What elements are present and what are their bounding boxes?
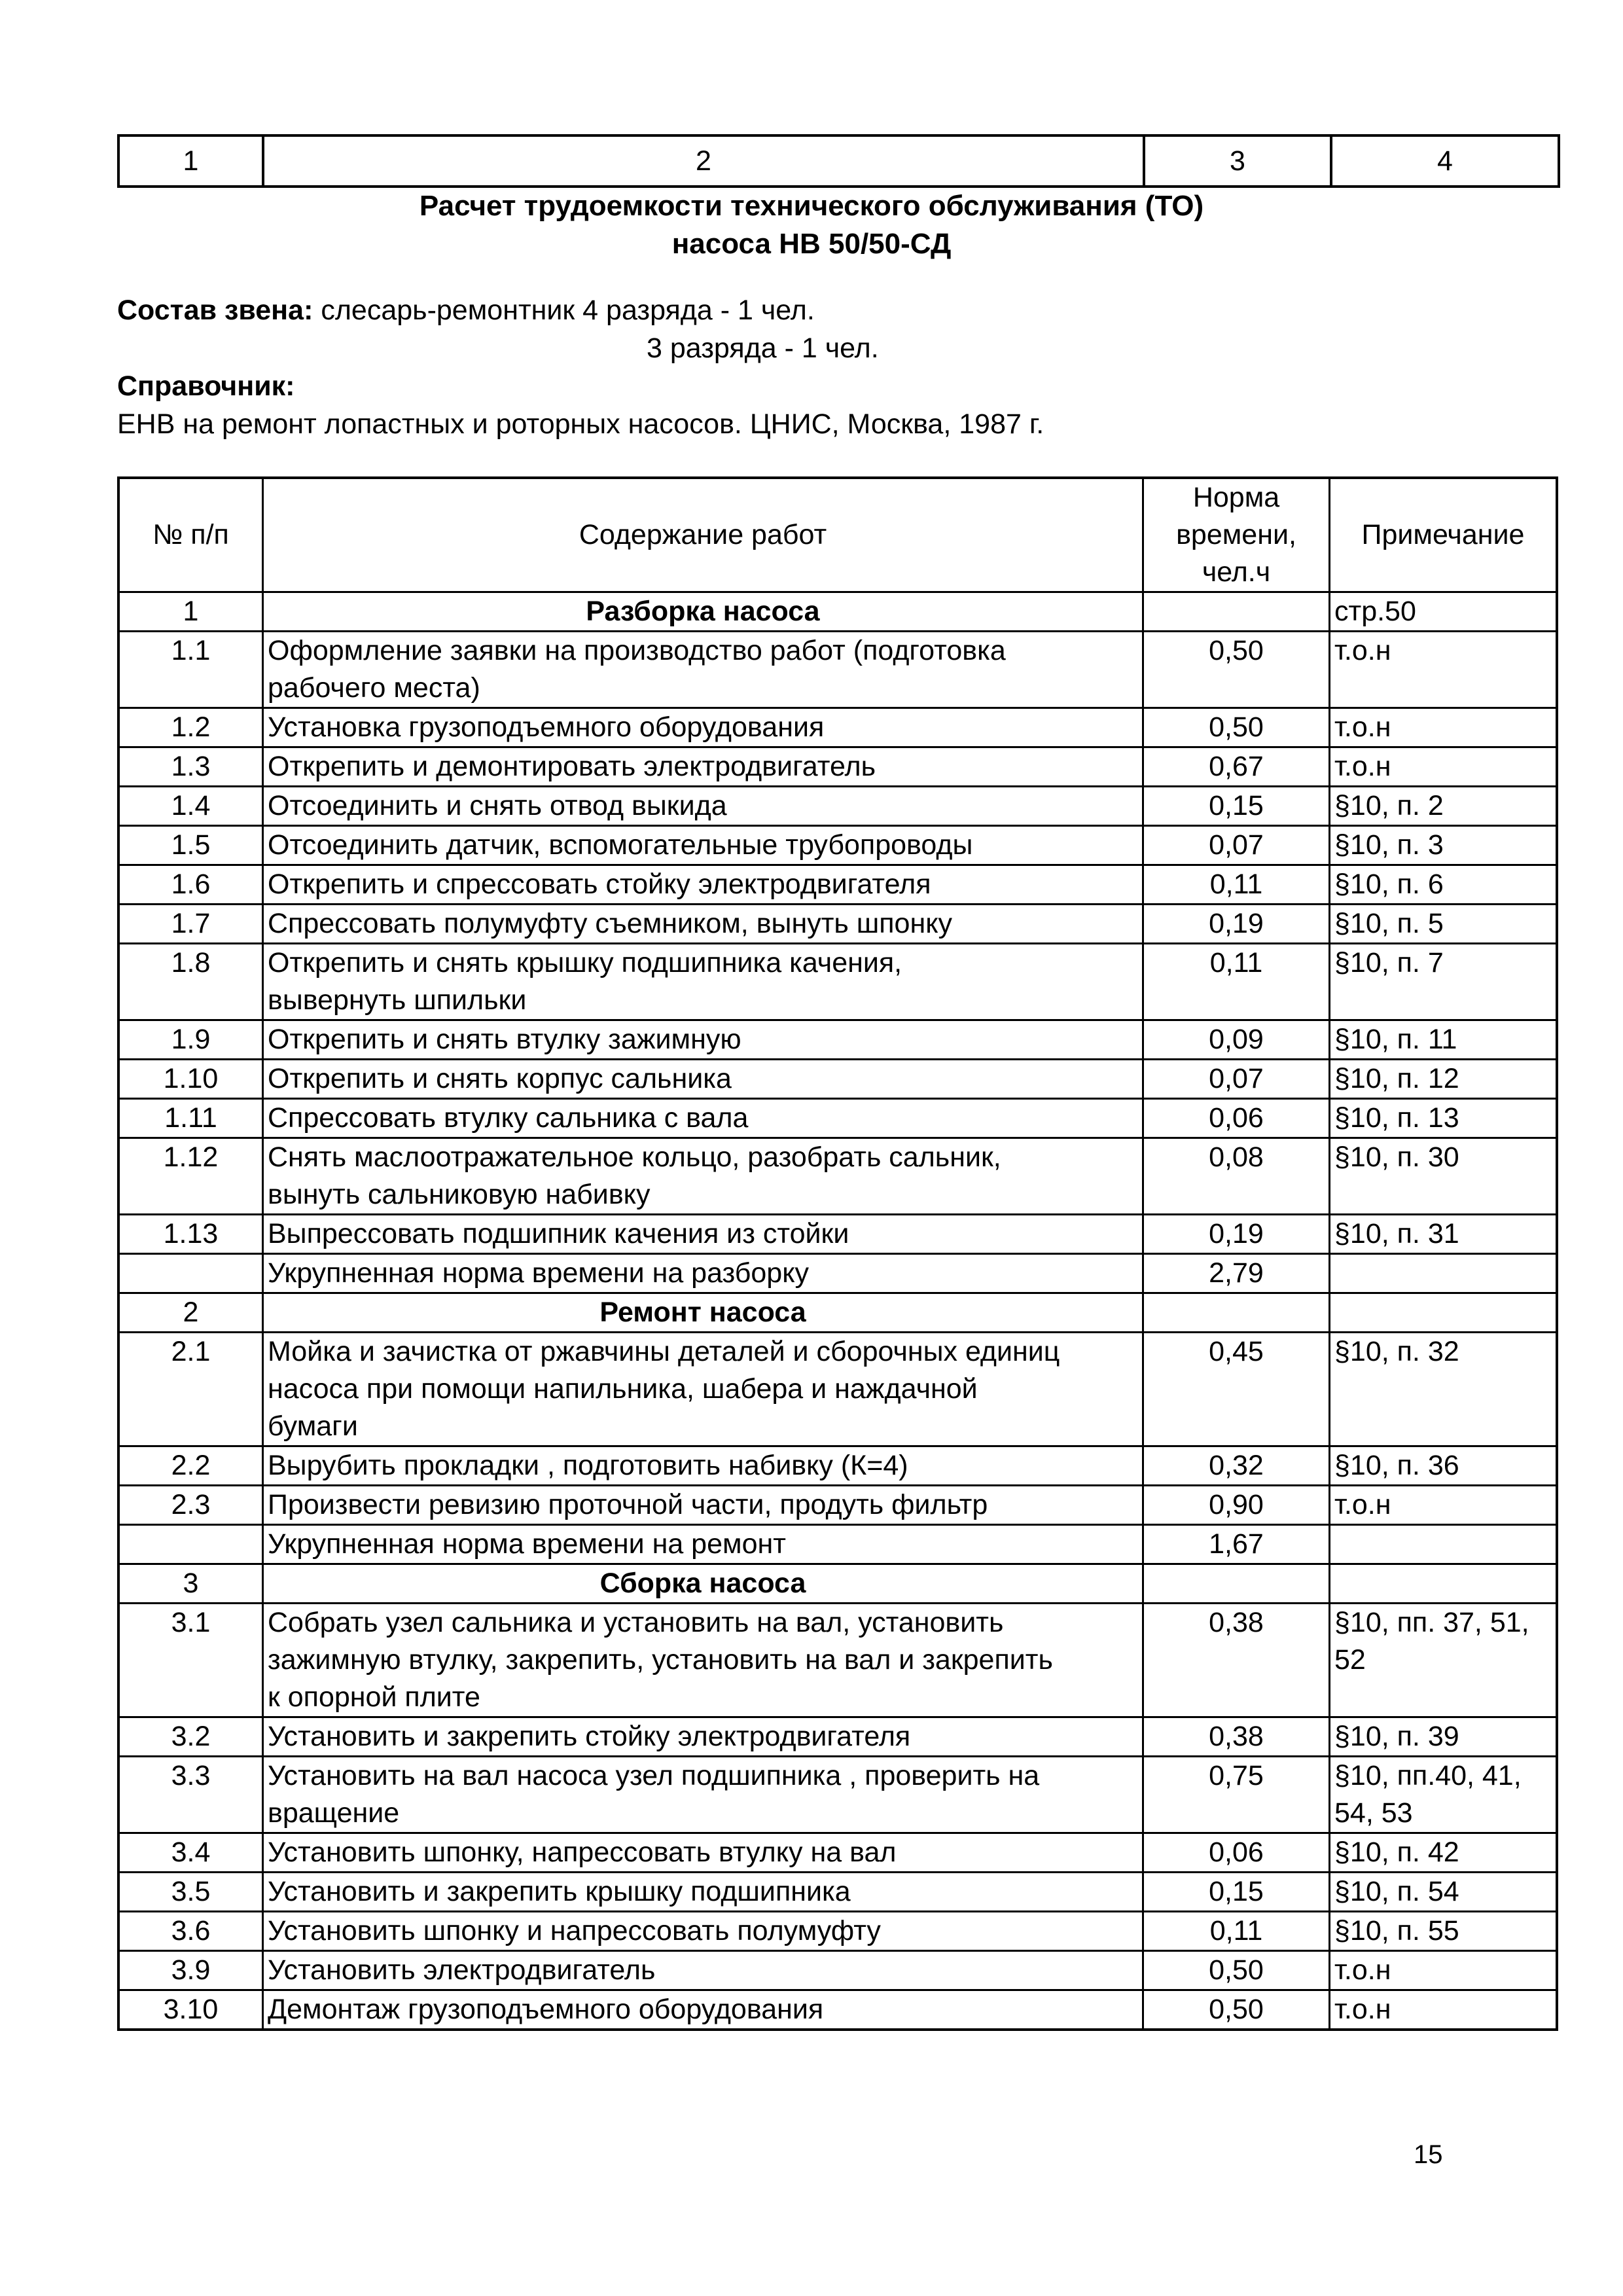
- row-number: [118, 1525, 263, 1564]
- row-content: Открепить и снять крышку подшипника качения, вывернуть шпильки: [263, 944, 1143, 1020]
- header-content: Содержание работ: [263, 478, 1143, 592]
- row-note: [1330, 1564, 1558, 1604]
- row-content: Установить шпонку, напрессовать втулку на вал: [263, 1833, 1143, 1873]
- reference-label: Справочник:: [117, 370, 295, 402]
- row-content: Установка грузоподъемного оборудования: [263, 708, 1143, 747]
- row-note: §10, п. 7: [1330, 944, 1558, 1020]
- row-norm: 0,50: [1143, 1990, 1330, 2030]
- row-norm: [1143, 1564, 1330, 1604]
- table-row: [118, 1951, 1557, 1990]
- row-content: Открепить и демонтировать электродвигатель: [263, 747, 1143, 787]
- row-content: Ремонт насоса: [263, 1293, 1143, 1333]
- row-norm: 0,38: [1143, 1604, 1330, 1717]
- row-content: Укрупненная норма времени на ремонт: [263, 1525, 1143, 1564]
- row-norm: 0,90: [1143, 1486, 1330, 1525]
- row-norm: 0,50: [1143, 708, 1330, 747]
- table-row: [118, 865, 1557, 905]
- row-note: т.о.н: [1330, 1486, 1558, 1525]
- row-number: 1.1: [118, 632, 263, 708]
- table-header-row: [118, 478, 1557, 592]
- crew-line-2: 3 разряда - 1 чел.: [647, 332, 879, 364]
- row-note: §10, п. 5: [1330, 905, 1558, 944]
- row-content: Мойка и зачистка от ржавчины деталей и сборочных единиц насоса при помощи напильника, шабера и наждачной бумаги: [263, 1333, 1143, 1446]
- table-row: [118, 1099, 1557, 1138]
- row-norm: 0,15: [1143, 1873, 1330, 1912]
- document-title: Расчет трудоемкости технического обслуживания (ТО): [419, 190, 1204, 222]
- row-content: Произвести ревизию проточной части, продуть фильтр: [263, 1486, 1143, 1525]
- row-norm: [1143, 592, 1330, 632]
- row-number: 1.3: [118, 747, 263, 787]
- row-note: §10, п. 31: [1330, 1215, 1558, 1254]
- row-number: 1.7: [118, 905, 263, 944]
- row-note: §10, п. 3: [1330, 826, 1558, 865]
- section-row: [118, 1293, 1557, 1333]
- table-row: [118, 1833, 1557, 1873]
- table-row: [118, 1873, 1557, 1912]
- total-row: [118, 1525, 1557, 1564]
- column-number: 3: [1144, 135, 1331, 187]
- row-note: т.о.н: [1330, 1951, 1558, 1990]
- row-norm: 0,38: [1143, 1717, 1330, 1757]
- table-row: [118, 1604, 1557, 1717]
- row-content: Отсоединить и снять отвод выкида: [263, 787, 1143, 826]
- row-note: §10, п. 39: [1330, 1717, 1558, 1757]
- row-number: 1.5: [118, 826, 263, 865]
- row-number: 1: [118, 592, 263, 632]
- column-number-table: [117, 134, 1560, 188]
- total-row: [118, 1254, 1557, 1293]
- row-note: т.о.н: [1330, 632, 1558, 708]
- column-number: 2: [263, 135, 1144, 187]
- row-content: Собрать узел сальника и установить на вал, установить зажимную втулку, закрепить, установить на вал и закрепить к опорной плите: [263, 1604, 1143, 1717]
- row-number: 2.1: [118, 1333, 263, 1446]
- row-number: 1.2: [118, 708, 263, 747]
- row-norm: 0,06: [1143, 1833, 1330, 1873]
- row-note: т.о.н: [1330, 708, 1558, 747]
- row-norm: 0,32: [1143, 1446, 1330, 1486]
- row-norm: 1,67: [1143, 1525, 1330, 1564]
- row-number: 3.6: [118, 1912, 263, 1951]
- row-content: Демонтаж грузоподъемного оборудования: [263, 1990, 1143, 2030]
- row-number: [118, 1254, 263, 1293]
- header-number: № п/п: [118, 478, 263, 592]
- column-number: 1: [118, 135, 263, 187]
- row-note: §10, пп. 37, 51, 52: [1330, 1604, 1558, 1717]
- table-row: [118, 826, 1557, 865]
- table-row: [118, 1990, 1557, 2030]
- row-number: 2: [118, 1293, 263, 1333]
- row-content: Спрессовать втулку сальника с вала: [263, 1099, 1143, 1138]
- row-content: Установить на вал насоса узел подшипника , проверить на вращение: [263, 1757, 1143, 1833]
- table-row: [118, 1717, 1557, 1757]
- row-norm: 0,19: [1143, 1215, 1330, 1254]
- row-note: [1330, 1254, 1558, 1293]
- row-norm: 0,19: [1143, 905, 1330, 944]
- row-number: 3.3: [118, 1757, 263, 1833]
- row-norm: 0,75: [1143, 1757, 1330, 1833]
- row-content: Открепить и спрессовать стойку электродвигателя: [263, 865, 1143, 905]
- row-number: 1.4: [118, 787, 263, 826]
- row-number: 3.10: [118, 1990, 263, 2030]
- row-note: §10, п. 12: [1330, 1060, 1558, 1099]
- row-note: т.о.н: [1330, 747, 1558, 787]
- row-note: §10, п. 36: [1330, 1446, 1558, 1486]
- section-row: [118, 592, 1557, 632]
- row-number: 1.12: [118, 1138, 263, 1215]
- row-content: Отсоединить датчик, вспомогательные трубопроводы: [263, 826, 1143, 865]
- row-note: §10, п. 32: [1330, 1333, 1558, 1446]
- row-norm: [1143, 1293, 1330, 1333]
- row-number: 3: [118, 1564, 263, 1604]
- row-note: §10, п. 30: [1330, 1138, 1558, 1215]
- table-row: [118, 1020, 1557, 1060]
- row-norm: 0,07: [1143, 826, 1330, 865]
- row-norm: 0,45: [1143, 1333, 1330, 1446]
- row-note: [1330, 1525, 1558, 1564]
- row-number: 1.11: [118, 1099, 263, 1138]
- row-content: Спрессовать полумуфту съемником, вынуть шпонку: [263, 905, 1143, 944]
- table-row: [118, 905, 1557, 944]
- row-note: §10, п. 2: [1330, 787, 1558, 826]
- row-number: 1.13: [118, 1215, 263, 1254]
- row-number: 2.3: [118, 1486, 263, 1525]
- row-norm: 0,11: [1143, 944, 1330, 1020]
- row-content: Вырубить прокладки , подготовить набивку (К=4): [263, 1446, 1143, 1486]
- table-row: [118, 1333, 1557, 1446]
- table-row: [118, 1486, 1557, 1525]
- row-content: Открепить и снять втулку зажимную: [263, 1020, 1143, 1060]
- row-content: Выпрессовать подшипник качения из стойки: [263, 1215, 1143, 1254]
- labor-table: [117, 476, 1558, 2031]
- row-norm: 0,50: [1143, 1951, 1330, 1990]
- row-number: 3.5: [118, 1873, 263, 1912]
- table-row: [118, 787, 1557, 826]
- table-row: [118, 708, 1557, 747]
- row-note: §10, п. 54: [1330, 1873, 1558, 1912]
- row-content: Разборка насоса: [263, 592, 1143, 632]
- row-norm: 0,11: [1143, 865, 1330, 905]
- row-norm: 0,15: [1143, 787, 1330, 826]
- table-row: [118, 1215, 1557, 1254]
- table-row: [118, 1060, 1557, 1099]
- table-row: [118, 1138, 1557, 1215]
- row-content: Установить шпонку и напрессовать полумуфту: [263, 1912, 1143, 1951]
- row-number: 1.9: [118, 1020, 263, 1060]
- row-note: §10, п. 6: [1330, 865, 1558, 905]
- row-content: Укрупненная норма времени на разборку: [263, 1254, 1143, 1293]
- row-content: Снять маслоотражательное кольцо, разобрать сальник, вынуть сальниковую набивку: [263, 1138, 1143, 1215]
- row-content: Установить и закрепить стойку электродвигателя: [263, 1717, 1143, 1757]
- row-note: §10, п. 42: [1330, 1833, 1558, 1873]
- row-content: Оформление заявки на производство работ (подготовка рабочего места): [263, 632, 1143, 708]
- table-row: [118, 1912, 1557, 1951]
- row-note: т.о.н: [1330, 1990, 1558, 2030]
- row-note: §10, п. 11: [1330, 1020, 1558, 1060]
- row-norm: 0,09: [1143, 1020, 1330, 1060]
- row-number: 3.2: [118, 1717, 263, 1757]
- row-norm: 0,67: [1143, 747, 1330, 787]
- table-row: [118, 1757, 1557, 1833]
- table-row: [118, 747, 1557, 787]
- row-content: Сборка насоса: [263, 1564, 1143, 1604]
- table-row: [118, 1446, 1557, 1486]
- row-norm: 0,50: [1143, 632, 1330, 708]
- header-note: Примечание: [1330, 478, 1558, 592]
- crew-line: [117, 295, 815, 327]
- row-number: 1.6: [118, 865, 263, 905]
- row-content: Установить и закрепить крышку подшипника: [263, 1873, 1143, 1912]
- reference-text: ЕНВ на ремонт лопастных и роторных насосов. ЦНИС, Москва, 1987 г.: [117, 408, 1044, 440]
- crew-text: слесарь-ремонтник 4 разряда - 1 чел.: [313, 295, 815, 326]
- row-norm: 0,07: [1143, 1060, 1330, 1099]
- row-number: 1.8: [118, 944, 263, 1020]
- row-number: 1.10: [118, 1060, 263, 1099]
- page-number: 15: [1414, 2140, 1443, 2169]
- section-row: [118, 1564, 1557, 1604]
- row-note: стр.50: [1330, 592, 1558, 632]
- row-note: §10, пп.40, 41, 54, 53: [1330, 1757, 1558, 1833]
- table-row: [118, 632, 1557, 708]
- row-norm: 2,79: [1143, 1254, 1330, 1293]
- row-number: 3.9: [118, 1951, 263, 1990]
- row-note: [1330, 1293, 1558, 1333]
- row-content: Открепить и снять корпус сальника: [263, 1060, 1143, 1099]
- row-number: 2.2: [118, 1446, 263, 1486]
- row-number: 3.1: [118, 1604, 263, 1717]
- row-norm: 0,11: [1143, 1912, 1330, 1951]
- column-number: 4: [1331, 135, 1559, 187]
- row-norm: 0,08: [1143, 1138, 1330, 1215]
- row-norm: 0,06: [1143, 1099, 1330, 1138]
- row-note: §10, п. 13: [1330, 1099, 1558, 1138]
- header-norm: Норма времени, чел.ч: [1143, 478, 1330, 592]
- document-subtitle: насоса НВ 50/50-СД: [671, 228, 952, 260]
- row-number: 3.4: [118, 1833, 263, 1873]
- table-row: [118, 944, 1557, 1020]
- crew-label: Состав звена:: [117, 295, 313, 326]
- row-content: Установить электродвигатель: [263, 1951, 1143, 1990]
- row-note: §10, п. 55: [1330, 1912, 1558, 1951]
